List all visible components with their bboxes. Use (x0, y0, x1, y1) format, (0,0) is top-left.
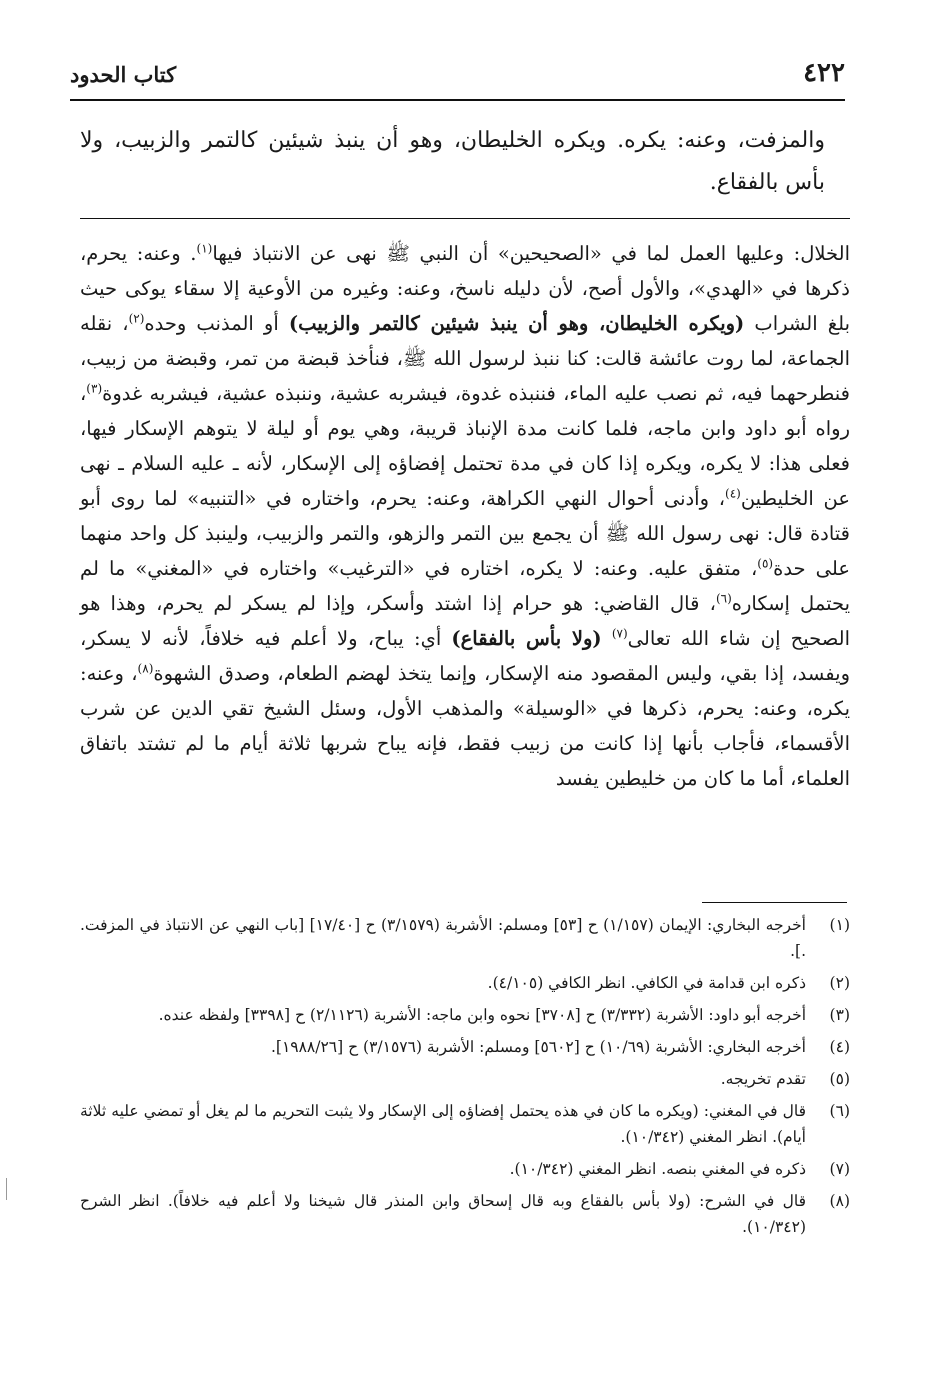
footnote-number: (٨) (829, 1192, 850, 1210)
footnote-ref[interactable]: (٢) (128, 311, 145, 326)
footnote-number: (٦) (829, 1102, 850, 1120)
commentary-text (602, 627, 612, 650)
header-rule (70, 99, 845, 101)
footnotes (80, 912, 850, 1246)
scan-margin-mark (6, 1178, 7, 1200)
commentary-text: ، وأدنى أحوال النهي الكراهة، وعنه: يحرم، واختاره في «التنبيه» لما روى أبو قتادة قال: نهى رسول الله ﷺ أن يجمع بين التمر والزهو، والتمر والزبيب، ولينبذ كل واحد منهما على حدة (80, 487, 850, 580)
footnote-ref[interactable]: (٦) (715, 591, 732, 606)
footnote-text: قال في المغني: (ويكره ما كان في هذه يحتمل إفضاؤه إلى الإسكار ولا يثبت التحريم ما لم يغل أو تمضي عليه ثلاثة أيام). انظر المغني (١٠/٣٤٢). (80, 1102, 806, 1146)
footnote-ref[interactable]: (٣) (86, 381, 103, 396)
commentary-text: ، نقله الجماعة، لما روت عائشة قالت: كنا ننبذ لرسول الله ﷺ، فنأخذ قبضة من تمر، وقبضة من زبيب، فنطرحهما فيه، ثم نصب عليه الماء، فننبذه غدوة، فيشربه عشية، وننبذه عشية، فيشربه غدوة (80, 312, 850, 405)
footnote-ref[interactable]: (٧) (611, 626, 628, 641)
commentary-text: ، قال القاضي: هو حرام إذا اشتد وأسكر، وإذا لم يسكر لم يحرم، وهذا هو الصحيح إن شاء الله تعالى (80, 592, 850, 650)
footnote-text: أخرجه أبو داود: الأشربة (٣/٣٣٢) ح [٣٧٠٨] نحوه وابن ماجه: الأشربة (٢/١١٢٦) ح [٣٣٩٨] ولفظه عنده. (158, 1006, 806, 1024)
commentary-text: ، وعنه: يكره، وعنه: يحرم، ذكرها في «الوسيلة» والمذهب الأول، وسئل الشيخ تقي الدين عن شرب الأقسماء، فأجاب بأنها إذا كانت من زبيب فقط، فإنه يباح شربها ثلاثة أيام ما لم تشتد باتفاق العلماء، أما ما كان من خليطين يفسد (80, 662, 850, 790)
footnote (80, 1098, 850, 1150)
quoted-matn: (ولا بأس بالفقاع) (451, 627, 602, 650)
commentary-text: ، متفق عليه. وعنه: لا يكره، اختاره في «الترغيب» واختاره في «المغني» ما لم يحتمل إسكاره (80, 557, 850, 615)
footnote (80, 1188, 850, 1240)
commentary-text: أو المذنب وحده (144, 312, 289, 335)
commentary-text: ، رواه أبو داود وابن ماجه، فلما كانت مدة الإنباذ قريبة، وهي يوم أو ليلة لا يتوهم الإسكار فيها، فعلى هذا: لا يكره، ويكره إذا كان في مدة تحتمل إفضاؤه إلى الإسكار، لأنه ـ عليه السلام ـ نهى عن الخليطين (80, 382, 850, 510)
footnote-number: (٧) (829, 1160, 850, 1178)
footnote-text: أخرجه البخاري: الإيمان (١/١٥٧) ح [٥٣] ومسلم: الأشربة (٣/١٥٧٩) ح [١٧/٤٠] [باب النهي عن الانتباذ في المزفت. .]. (80, 916, 806, 960)
page-number: ٤٢٢ (803, 58, 845, 88)
footnote-ref[interactable]: (١) (196, 241, 213, 256)
footnote (80, 1156, 850, 1182)
footnote-text: ذكره في المغني بنصه. انظر المغني (١٠/٣٤٢). (509, 1160, 806, 1178)
footnote-number: (٢) (829, 974, 850, 992)
footnote-number: (١) (829, 916, 850, 934)
running-title: كتاب الحدود (70, 62, 177, 87)
footnote-rule (702, 902, 847, 903)
footnote-text: قال في الشرح: (ولا بأس بالفقاع وبه قال إسحاق وابن المنذر قال شيخنا ولا أعلم فيه خلافاً). انظر الشرح (١٠/٣٤٢). (80, 1192, 806, 1236)
footnote (80, 912, 850, 964)
quoted-matn: (ويكره الخليطان، وهو أن ينبذ شيئين كالتمر والزبيب) (288, 312, 745, 335)
footnote (80, 970, 850, 996)
main-text (80, 120, 825, 204)
text-divider (80, 218, 850, 219)
footnote-text: تقدم تخريجه. (720, 1070, 806, 1088)
footnote-ref[interactable]: (٤) (725, 486, 741, 501)
footnote (80, 1002, 850, 1028)
commentary-text: أي: يباح، ولا أعلم فيه خلافاً، لأنه لا يسكر، ويفسد، إذا بقي، وليس المقصود منه الإسكار، وإنما يتخذ لهضم الطعام، وصدق الشهوة (80, 627, 850, 685)
footnote-number: (٤) (829, 1038, 850, 1056)
main-text-paragraph: والمزفت، وعنه: يكره. ويكره الخليطان، وهو أن ينبذ شيئين كالتمر والزبيب، ولا بأس بالفقاع. (80, 128, 825, 195)
footnote-text: ذكره ابن قدامة في الكافي. انظر الكافي (٤/١٠٥). (487, 974, 806, 992)
page-header (70, 58, 845, 98)
commentary-text: . وعنه: يحرم، ذكرها في «الهدي»، والأول أصح، لأن دليله ناسخ، وعنه: وغيره من الأوعية إلا سقاء يوكى حيث بلغ الشراب (80, 242, 851, 335)
commentary-text: الخلال: وعليها العمل لما في «الصحيحين» أن النبي ﷺ نهى عن الانتباذ فيها (212, 242, 850, 265)
footnote (80, 1034, 850, 1060)
footnote-text: أخرجه البخاري: الأشربة (١٠/٦٩) ح [٥٦٠٢] ومسلم: الأشربة (٣/١٥٧٦) ح [١٩٨٨/٢٦]. (270, 1038, 806, 1056)
footnote-number: (٣) (829, 1006, 850, 1024)
commentary (80, 236, 850, 796)
commentary-paragraph (80, 236, 850, 796)
footnote-number: (٥) (829, 1070, 850, 1088)
footnote-ref[interactable]: (٨) (137, 661, 154, 676)
footnote-ref[interactable]: (٥) (757, 556, 774, 571)
footnote (80, 1066, 850, 1092)
